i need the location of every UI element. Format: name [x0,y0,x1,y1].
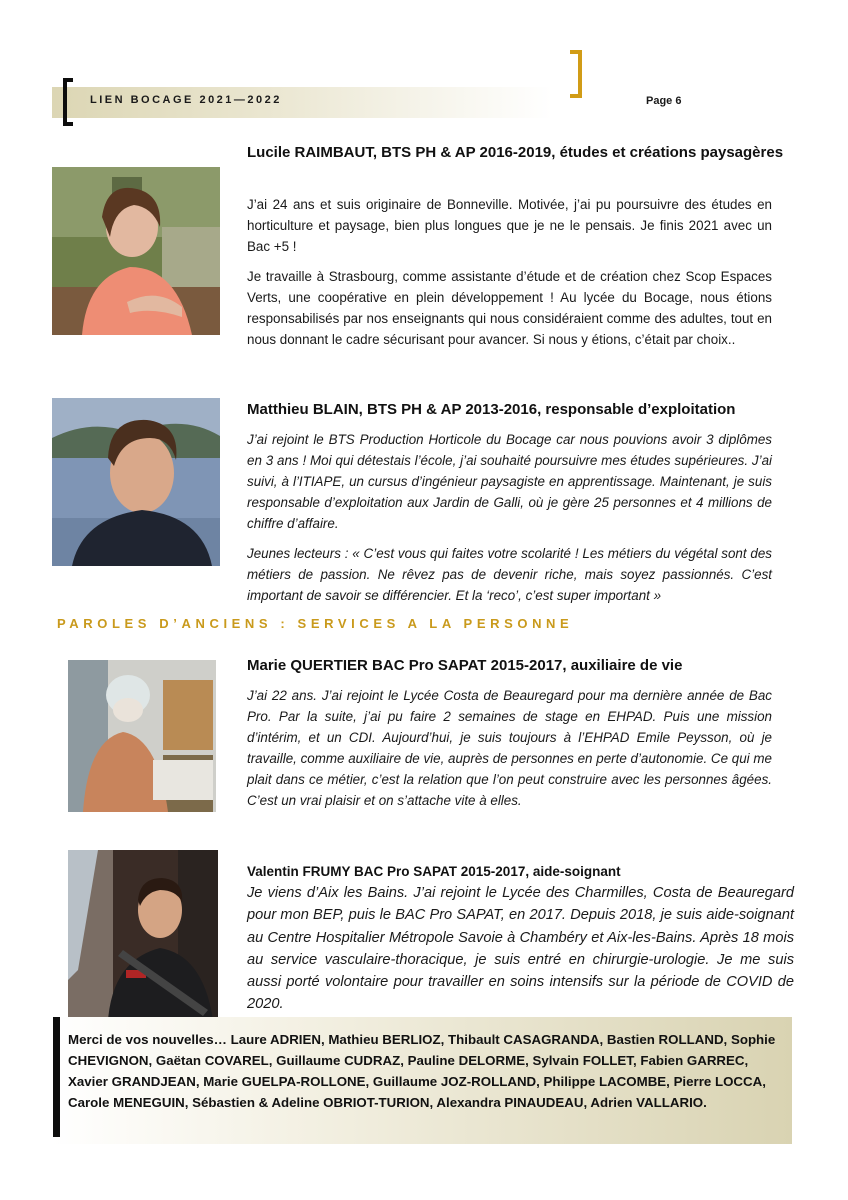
lucile-paragraph-1: J’ai 24 ans et suis originaire de Bonneville. Motivée, j’ai pu poursuivre des études en horticulture et paysage, bien plus longues que je ne le pensais. Je finis 2021 avec un Bac +5 ! [247,197,772,254]
footer-accent-bar [53,1017,60,1137]
marie-photo [68,660,216,812]
valentin-photo [68,850,218,1020]
lucile-photo [52,167,220,335]
valentin-paragraph-1: Je viens d’Aix les Bains. J’ai rejoint le Lycée des Charmilles, Costa de Beauregard pour mon BEP, puis le BAC Pro SAPAT, en 2017. Depuis 2018, je suis aide-soignant au Centre Hospitalier Métropole Savoie à Chambéry et Aix-les-Bains. Après 18 mois au service vasculaire-thoracique, je suis entré en chirurgie-urologie. Je me suis aussi porté volontaire pour travailler en soins intensifs sur la période de COVID de 2020. [247,885,794,1013]
lucile-name: Lucile RAIMBAUT, BTS PH & AP 2016-2019, études et créations paysagères [247,144,784,161]
matthieu-name: Matthieu BLAIN, BTS PH & AP 2013-2016, responsable d’exploitation [247,401,736,418]
section-title: PAROLES D’ANCIENS : SERVICES A LA PERSONNE [57,616,574,631]
valentin-name: Valentin FRUMY BAC Pro SAPAT 2015-2017, aide-soignant [247,864,621,879]
lucile-paragraph-2: Je travaille à Strasbourg, comme assistante d’étude et de création chez Scop Espaces Verts, une coopérative en plein développement ! Au lycée du Bocage, nous étions responsabilisés par nos enseignants qui nous considéraient comme des adultes, tout en nous donnant le cadre sécurisant pour avancer. Si nous y étions, c’était par choix.. [247,269,772,347]
matthieu-paragraph-2: Jeunes lecteurs : « C’est vous qui faites votre scolarité ! Les métiers du végétal sont des métiers de passion. Ne rêvez pas de devenir riche, mais soyez passionnés. C’est important de savoir se différencier. Et la ‘reco’, c’est super important » [247,546,772,603]
matthieu-photo [52,398,220,566]
header-right-bracket [570,50,582,98]
marie-paragraph-1: J’ai 22 ans. J’ai rejoint le Lycée Costa de Beauregard pour ma dernière année de Bac Pro. Par la suite, j’ai pu faire 2 semaines de stage en EHPAD. Puis une mission d’intérim, et un CDI. Aujourd’hui, je suis toujours à l’EHPAD Emile Peysson, où je travaille, comme auxiliaire de vie, auprès de personnes en perte d’autonomie. Ce qui me plait dans ce métier, c’est la relation que l’on peut construire avec les personnes âgées. C’est un vrai plaisir et on s’attache vite à elles. [247,688,772,808]
page-number: Page 6 [646,95,682,107]
newsletter-title: LIEN BOCAGE 2021—2022 [90,94,282,106]
header-left-bracket [63,78,73,126]
thanks-list: Merci de vos nouvelles… Laure ADRIEN, Mathieu BERLIOZ, Thibault CASAGRANDA, Bastien ROLLAND, Sophie CHEVIGNON, Gaëtan COVAREL, Guillaume CUDRAZ, Pauline DELORME, Sylvain FOLLET, Fabien GARREC, Xavier GRANDJEAN, Marie GUELPA-ROLLONE, Guillaume JOZ-ROLLAND, Philippe LACOMBE, Pierre LOCCA, Carole MENEGUIN, Sébastien & Adeline OBRIOT-TURION, Alexandra PINAUDEAU, Adrien VALLARIO. [68,1032,776,1110]
marie-name: Marie QUERTIER BAC Pro SAPAT 2015-2017, auxiliaire de vie [247,657,683,674]
matthieu-paragraph-1: J’ai rejoint le BTS Production Horticole du Bocage car nous pouvions avoir 3 diplômes en 3 ans ! Moi qui détestais l’école, j’ai souhaité poursuivre mes études supérieures. J’ai suivi, à l’ITIAPE, un cursus d’ingénieur paysagiste en apprentissage. Maintenant, je suis responsable d’exploitation aux Jardin de Galli, où je gère 25 personnes et 4 millions de chiffre d’affaire. [247,432,772,531]
